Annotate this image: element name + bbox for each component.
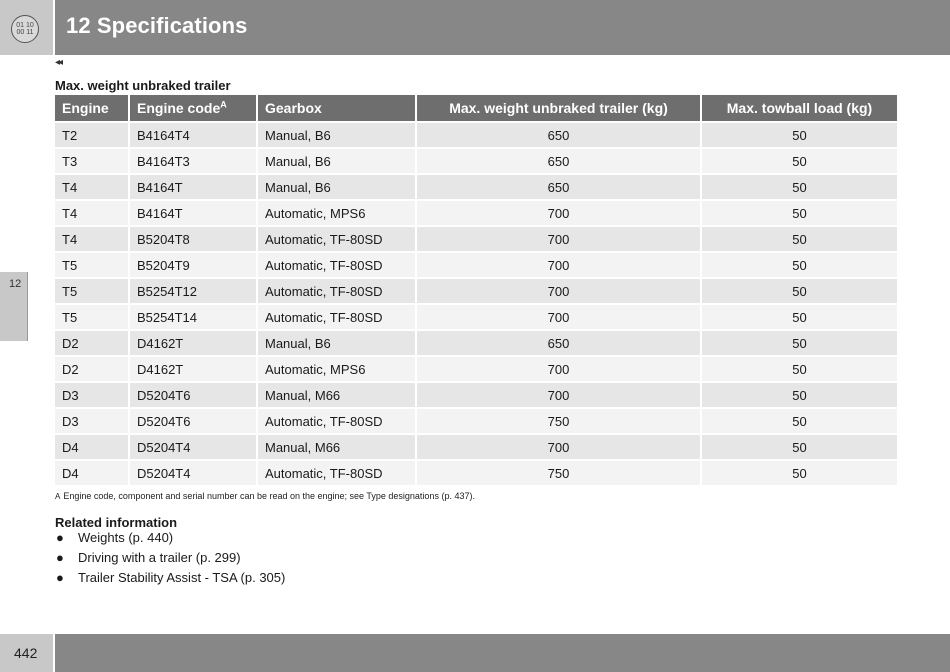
gearbox-cell: Automatic, TF-80SD [257,460,416,486]
bullet-icon: ● [56,570,64,585]
table-row [55,434,897,460]
weight-table [55,95,897,487]
table-row [55,252,897,278]
chapter-title: 12 Specifications [66,13,248,38]
header-gearbox: Gearbox [257,95,416,122]
towball-load-cell: 50 [701,226,897,252]
side-tab-label: 12 [9,278,22,290]
engine-code-cell: D5204T6 [129,408,257,434]
engine-cell: D3 [55,382,129,408]
engine-code-cell: D4162T [129,356,257,382]
gearbox-cell: Automatic, MPS6 [257,356,416,382]
gearbox-cell: Automatic, TF-80SD [257,304,416,330]
related-info-list [55,531,285,591]
engine-cell: D2 [55,356,129,382]
chapter-side-tab [0,272,28,341]
related-link[interactable] [55,551,285,571]
towball-load-cell: 50 [701,330,897,356]
gearbox-cell: Manual, B6 [257,148,416,174]
engine-code-cell: B4164T3 [129,148,257,174]
header-engine: Engine [55,95,129,122]
towball-load-cell: 50 [701,278,897,304]
engine-code-cell: B5204T8 [129,226,257,252]
towball-load-cell: 50 [701,252,897,278]
table-row [55,174,897,200]
header-max-weight: Max. weight unbraked trailer (kg) [416,95,701,122]
engine-cell: T4 [55,174,129,200]
max-weight-cell: 700 [416,382,701,408]
engine-cell: D4 [55,434,129,460]
table-row [55,408,897,434]
engine-code-cell: B4164T [129,200,257,226]
gearbox-cell: Automatic, MPS6 [257,200,416,226]
max-weight-cell: 650 [416,330,701,356]
engine-cell: D3 [55,408,129,434]
related-info-title: Related information [55,515,178,530]
engine-code-cell: B4164T [129,174,257,200]
engine-cell: D4 [55,460,129,486]
engine-cell: T5 [55,278,129,304]
towball-load-cell: 50 [701,148,897,174]
max-weight-cell: 650 [416,174,701,200]
max-weight-cell: 750 [416,408,701,434]
max-weight-cell: 700 [416,304,701,330]
max-weight-cell: 700 [416,356,701,382]
related-link[interactable] [55,571,285,591]
header-engine-code [129,95,257,122]
max-weight-cell: 650 [416,122,701,148]
table-row [55,278,897,304]
towball-load-cell: 50 [701,408,897,434]
related-link-label[interactable]: Weights (p. 440) [78,530,174,545]
towball-load-cell: 50 [701,460,897,486]
engine-code-cell: D4162T [129,330,257,356]
engine-cell: T5 [55,304,129,330]
engine-cell: T2 [55,122,129,148]
max-weight-cell: 700 [416,200,701,226]
footer-bar [55,634,950,672]
gearbox-cell: Manual, B6 [257,174,416,200]
engine-code-cell: D5204T4 [129,460,257,486]
table-row [55,122,897,148]
engine-code-cell: B5254T12 [129,278,257,304]
gearbox-cell: Manual, B6 [257,122,416,148]
towball-load-cell: 50 [701,356,897,382]
related-link-label[interactable]: Driving with a trailer (p. 299) [78,550,241,565]
header-towball-load: Max. towball load (kg) [701,95,897,122]
engine-code-cell: B5204T9 [129,252,257,278]
engine-cell: T3 [55,148,129,174]
engine-cell: T4 [55,200,129,226]
gearbox-cell: Automatic, TF-80SD [257,226,416,252]
towball-load-cell: 50 [701,174,897,200]
max-weight-cell: 700 [416,252,701,278]
footnote-text: Engine code, component and serial number can be read on the engine; see Type designations (p. 437). [63,491,475,501]
max-weight-cell: 700 [416,226,701,252]
towball-load-cell: 50 [701,382,897,408]
max-weight-cell: 700 [416,434,701,460]
bullet-icon: ● [56,530,64,545]
footnote-mark: A [55,492,61,501]
gearbox-cell: Automatic, TF-80SD [257,252,416,278]
header-badge-area [0,0,53,55]
table-row [55,356,897,382]
gearbox-cell: Automatic, TF-80SD [257,278,416,304]
related-link[interactable] [55,531,285,551]
gearbox-cell: Automatic, TF-80SD [257,408,416,434]
max-weight-cell: 700 [416,278,701,304]
table-row [55,460,897,486]
table-row [55,304,897,330]
table-row [55,330,897,356]
max-weight-cell: 750 [416,460,701,486]
towball-load-cell: 50 [701,122,897,148]
towball-load-cell: 50 [701,200,897,226]
max-weight-cell: 650 [416,148,701,174]
continuation-marker-icon: ◂◂ [55,57,62,68]
engine-code-cell: B4164T4 [129,122,257,148]
footnote-ref: A [220,99,227,110]
engine-code-cell: D5204T4 [129,434,257,460]
related-link-label[interactable]: Trailer Stability Assist - TSA (p. 305) [78,570,286,585]
gearbox-cell: Manual, M66 [257,382,416,408]
chapter-badge-icon: 01 10 00 11 [11,15,39,43]
bullet-icon: ● [56,550,64,565]
page-number: 442 [14,645,38,661]
gearbox-cell: Manual, M66 [257,434,416,460]
engine-code-cell: B5254T14 [129,304,257,330]
engine-cell: T5 [55,252,129,278]
table-header-row [55,95,897,122]
table-row [55,226,897,252]
table-row [55,382,897,408]
towball-load-cell: 50 [701,434,897,460]
towball-load-cell: 50 [701,304,897,330]
engine-cell: D2 [55,330,129,356]
gearbox-cell: Manual, B6 [257,330,416,356]
header-engine-code-label: Engine code [137,100,221,116]
engine-code-cell: D5204T6 [129,382,257,408]
table-row [55,148,897,174]
footnote [55,491,475,501]
section-title: Max. weight unbraked trailer [55,78,231,93]
table-row [55,200,897,226]
engine-cell: T4 [55,226,129,252]
